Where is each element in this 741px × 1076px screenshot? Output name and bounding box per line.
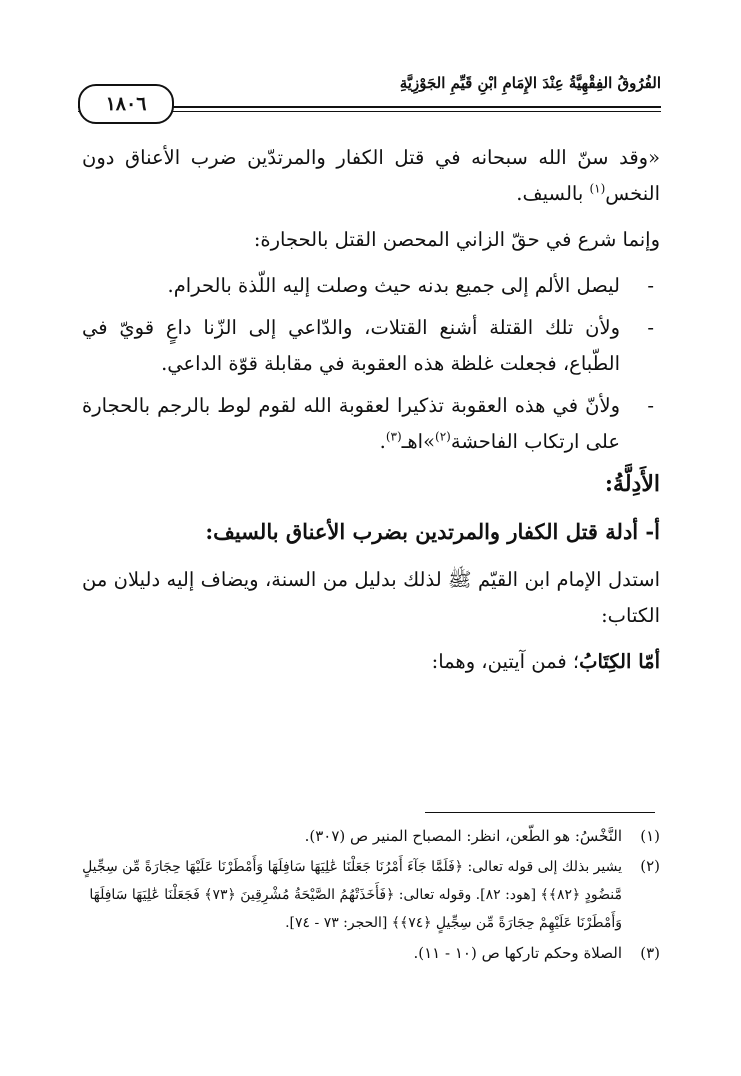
footnote-number: (١) [640, 827, 660, 845]
list-item: - ليصل الألم إلى جميع بدنه حيث وصلت إليه اللّذة بالحرام. [82, 268, 660, 304]
dash-marker: - [647, 394, 654, 417]
dash-marker: - [647, 274, 654, 297]
main-text [82, 140, 660, 690]
footnote-ref-1[interactable]: (١) [589, 181, 606, 196]
footnotes [82, 823, 660, 970]
footnote-2: (٢) يشير بذلك إلى قوله تعالى: ﴿فَلَمَّا جَآءَ أَمْرُنَا جَعَلْنَا عَٰلِيَهَا سَافِلَهَا وَأَمْطَرْنَا عَلَيْهَا حِجَارَةً مِّن سِجِّيلٍ مَّنضُودٍ ﴿٨٢﴾﴾ [هود: ٨٢]. وقوله تعالى: ﴿فَأَخَذَتْهُمُ الصَّيْحَةُ مُشْرِقِينَ ﴿٧٣﴾ فَجَعَلْنَا عَٰلِيَهَا سَافِلَهَا وَأَمْطَرْنَا عَلَيْهِمْ حِجَارَةً مِّن سِجِّيلٍ ﴿٧٤﴾﴾ [الحجر: ٧٣ - ٧٤]. [82, 853, 660, 937]
footnote-ref-2[interactable]: (٢) [435, 429, 451, 444]
footnote-number: (٢) [640, 857, 660, 875]
paragraph-1: «وقد سنّ الله سبحانه في قتل الكفار والمرتدّين ضرب الأعناق دون النخس$^{(١)}$ بالسيف. [82, 146, 660, 205]
paragraph-3: استدل الإمام ابن القيّم ﷺ لذلك بدليل من السنة، ويضاف إليه دليلان من الكتاب: [82, 568, 660, 627]
footnote-1: (١) النَّخْسُ: هو الطّعن، انظر: المصباح المنير ص (٣٠٧). [82, 823, 660, 850]
footnote-separator [425, 812, 655, 813]
running-title: الفُرُوقُ الفِقْهِيَّةُ عِنْدَ الإِمَامِ ابْنِ قَيِّمِ الجَوْزِيَّةِ [399, 74, 661, 92]
footnote-3: (٣) الصلاة وحكم تاركها ص (١٠ - ١١). [82, 940, 660, 967]
list-item: - ولأنّ في هذه العقوبة تذكيرا لعقوبة الله لقوم لوط بالرجم بالحجارة على ارتكاب الفاحشة$^{(٢)}$»اهـ$^{(٣)}$. [82, 388, 660, 460]
page-header [78, 70, 661, 122]
page-number: ١٨٠٦ [78, 84, 174, 124]
footnote-number: (٣) [640, 944, 660, 962]
dash-marker: - [647, 316, 654, 339]
list-item: - ولأن تلك القتلة أشنع القتلات، والدّاعي إلى الزّنا داعٍ قويّ في الطّباع، فجعلت غلظة هذه العقوبة في مقابلة قوّة الداعي. [82, 310, 660, 382]
paragraph-2: وإنما شرع في حقّ الزاني المحصن القتل بالحجارة: [253, 228, 660, 251]
paragraph-4: أمّا الكِتَابُ؛ فمن آيتين، وهما: [431, 650, 660, 673]
footnote-ref-3[interactable]: (٣) [385, 429, 402, 444]
section-heading-a: أ- أدلة قتل الكفار والمرتدين بضرب الأعناق بالسيف: [205, 519, 660, 544]
evidence-heading: الأَدِلَّةُ: [604, 471, 660, 497]
